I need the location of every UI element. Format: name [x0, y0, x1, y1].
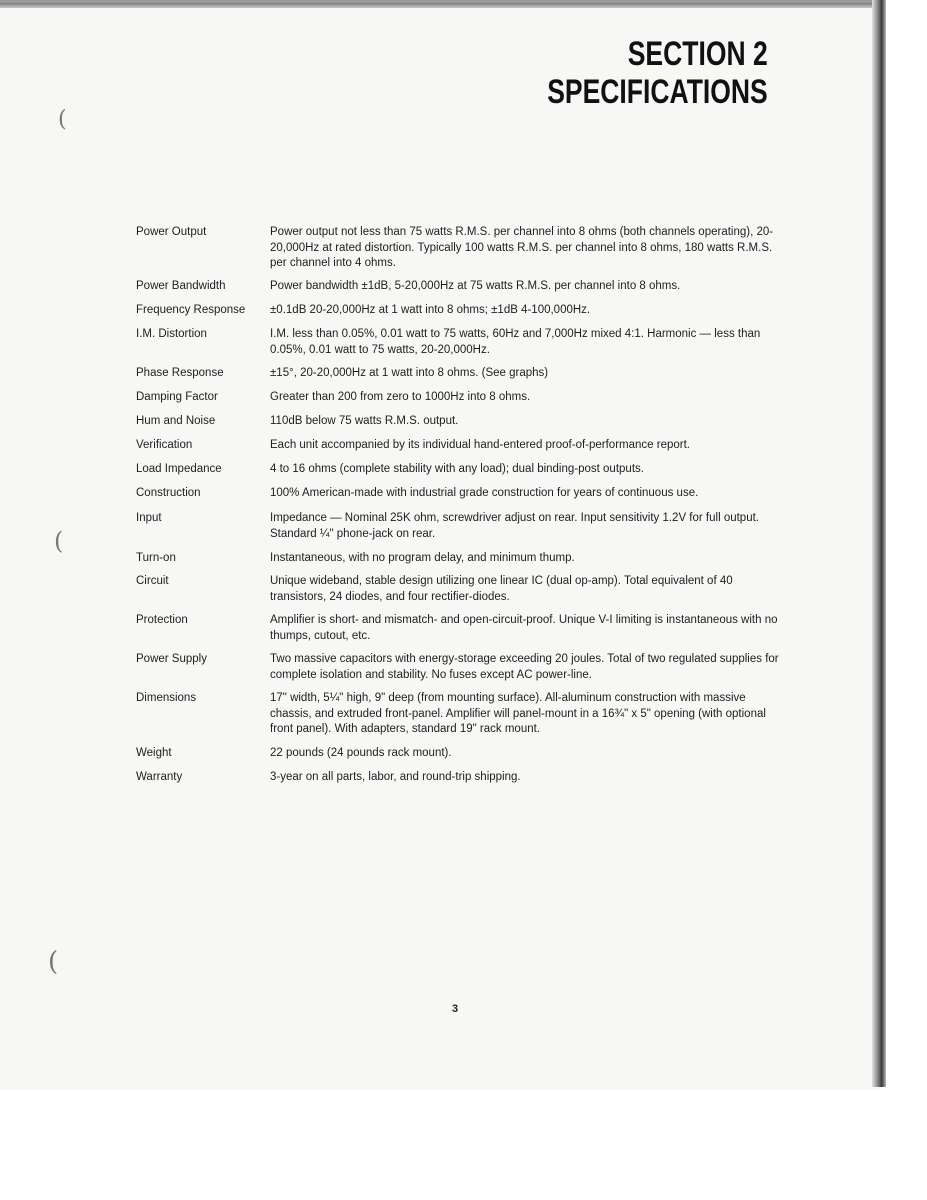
spec-row-circuit [136, 574, 786, 613]
spec-row-power-supply [136, 652, 786, 691]
spec-value: Greater than 200 from zero to 1000Hz into 8 ohms. [270, 391, 531, 403]
spec-value: I.M. less than 0.05%, 0.01 watt to 75 watts, 60Hz and 7,000Hz mixed 4:1. Harmonic — less than 0.05%, 0.01 watt to 75 watts, 20-20,000Hz. [270, 328, 761, 356]
spec-label: Frequency Response [136, 304, 246, 316]
punch-hole-mark: ( [54, 527, 64, 555]
scan-top-edge [0, 3, 886, 8]
spec-label: Construction [136, 487, 201, 499]
spec-value: Power output not less than 75 watts R.M.S. per channel into 8 ohms (both channels operating), 20-20,000Hz at rated distortion. Typically 100 watts R.M.S. per channel into 8 ohms, 180 watts R.M.S. per channel into 4 ohms. [270, 226, 774, 269]
spec-row-phase-response [136, 366, 786, 390]
punch-hole-mark: ( [58, 107, 67, 132]
page-number: 3 [452, 1003, 459, 1015]
spec-value: Impedance — Nominal 25K ohm, screwdriver adjust on rear. Input sensitivity 1.2V for full output. Standard ¼" phone-jack on rear. [270, 512, 759, 540]
spec-row-dimensions [136, 691, 786, 746]
spec-value: 22 pounds (24 pounds rack mount). [270, 747, 452, 759]
spec-label: Input [136, 512, 162, 524]
spec-row-turn-on [136, 551, 786, 574]
section-number: SECTION 2 [628, 35, 768, 73]
section-heading [547, 35, 768, 111]
spec-row-input [136, 511, 786, 551]
spec-row-damping-factor [136, 390, 786, 414]
spec-row-protection [136, 613, 786, 652]
spec-value: ±0.1dB 20-20,000Hz at 1 watt into 8 ohms; ±1dB 4-100,000Hz. [270, 304, 591, 316]
punch-hole-mark: ( [48, 947, 59, 977]
spec-value: Power bandwidth ±1dB, 5-20,000Hz at 75 watts R.M.S. per channel into 8 ohms. [270, 280, 681, 292]
spec-label: Load Impedance [136, 463, 222, 475]
spec-label: Protection [136, 614, 188, 626]
spec-value: ±15°, 20-20,000Hz at 1 watt into 8 ohms. (See graphs) [270, 367, 549, 379]
spec-row-load-impedance [136, 462, 786, 486]
spec-row-construction [136, 486, 786, 511]
spec-label: Damping Factor [136, 391, 218, 403]
spec-label: Power Bandwidth [136, 280, 226, 292]
spec-row-frequency-response [136, 303, 786, 327]
spec-label: Phase Response [136, 367, 224, 379]
spec-row-weight [136, 746, 786, 770]
spec-label: Warranty [136, 771, 183, 783]
spec-row-power-bandwidth [136, 279, 786, 303]
spec-label: Verification [136, 439, 193, 451]
spec-row-im-distortion [136, 327, 786, 366]
spec-value: 17" width, 5¼" high, 9" deep (from mounting surface). All-aluminum construction with massive chassis, and extruded front-panel. Amplifier will panel-mount in a 16¾" x 5" opening (with optional front panel). With adapters, standard 19" rack mount. [270, 692, 766, 735]
spec-value: 100% American-made with industrial grade construction for years of continuous use. [270, 487, 699, 499]
spec-row-power-output [136, 225, 786, 279]
spec-label: Circuit [136, 575, 169, 587]
scan-right-edge [872, 0, 886, 1087]
spec-label: Hum and Noise [136, 415, 216, 427]
spec-row-warranty [136, 770, 786, 794]
spec-value: 3-year on all parts, labor, and round-trip shipping. [270, 771, 521, 783]
spec-label: Dimensions [136, 692, 197, 704]
spec-value: Instantaneous, with no program delay, and minimum thump. [270, 552, 575, 564]
spec-label: I.M. Distortion [136, 328, 207, 340]
spec-value: Amplifier is short- and mismatch- and open-circuit-proof. Unique V-I limiting is instantaneous with no thumps, cutout, etc. [270, 614, 778, 642]
section-title: SPECIFICATIONS [547, 73, 768, 111]
spec-value: 4 to 16 ohms (complete stability with any load); dual binding-post outputs. [270, 463, 644, 475]
spec-row-hum-and-noise [136, 414, 786, 438]
spec-value: Unique wideband, stable design utilizing one linear IC (dual op-amp). Total equivalent of 40 transistors, 24 diodes, and four rectifier-diodes. [270, 575, 733, 603]
spec-label: Power Supply [136, 653, 207, 665]
spec-label: Turn-on [136, 552, 176, 564]
spec-value: 110dB below 75 watts R.M.S. output. [270, 415, 459, 427]
spec-row-verification [136, 438, 786, 462]
spec-value: Each unit accompanied by its individual hand-entered proof-of-performance report. [270, 439, 690, 451]
spec-label: Weight [136, 747, 172, 759]
specifications-list [136, 225, 786, 794]
spec-value: Two massive capacitors with energy-storage exceeding 20 joules. Total of two regulated supplies for complete isolation and stability. No fuses except AC power-line. [270, 653, 779, 681]
spec-label: Power Output [136, 226, 207, 238]
